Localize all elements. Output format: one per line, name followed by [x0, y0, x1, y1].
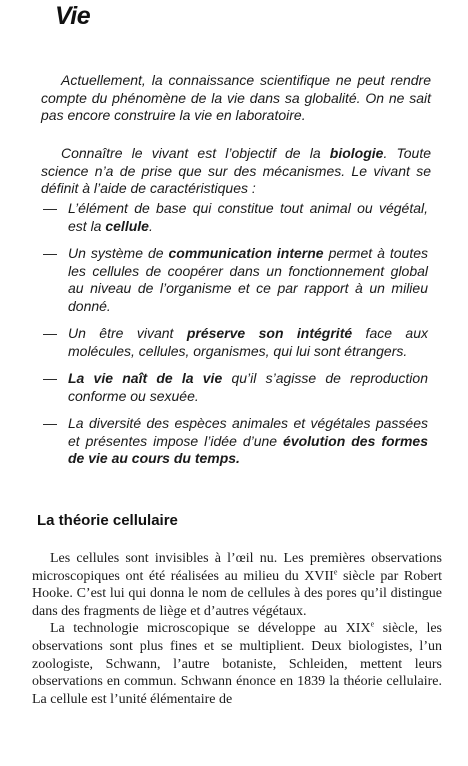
- characteristics-list: [0, 200, 468, 478]
- dash-bullet: —: [43, 325, 57, 341]
- intro-text-2: [41, 145, 431, 198]
- body-paragraph-2: [32, 620, 442, 708]
- dash-bullet: —: [43, 245, 57, 261]
- list-item: [0, 245, 428, 315]
- item-text: .: [148, 217, 153, 234]
- item-text: qu’il s’agisse de reproduction conforme ou sexuée.: [68, 370, 428, 404]
- intro-text-1: Actuellement, la connaissance scientifique ne peut rendre compte du phénomène de la vie dans sa globalité. On ne sait pas encore construire la vie en laboratoire.: [41, 72, 431, 123]
- body-text: siècle, les observations sont plus fines et se multiplient. Deux biologistes, l’un zoologiste, Schwann, l’autre botaniste, Schleiden, mettent leurs observations en commun. Schwann énonce en 1839 la théorie cellulaire. La cellule est l’unité élémentaire de: [32, 621, 442, 707]
- list-item: [0, 415, 428, 468]
- item-keyword: La vie naît de la vie: [68, 370, 223, 386]
- biology-keyword: biologie: [329, 145, 384, 161]
- item-keyword: évolution des formes de vie au cours du temps.: [68, 432, 428, 466]
- dash-bullet: —: [43, 415, 57, 431]
- item-text: permet à toutes les cellules de coopérer dans un fonctionnement global au niveau de l’organisme et ce par rapport à un milieu donné.: [68, 245, 429, 314]
- item-text: Un système de: [68, 245, 169, 261]
- superscript: e: [370, 619, 375, 629]
- list-item: [0, 370, 428, 405]
- body-text: siècle par Robert Hooke. C’est lui qui donna le nom de cellules à des pores qu’il distingue dans des fragments de liège et d’autres végétaux.: [32, 568, 442, 619]
- body-paragraph-1: [32, 550, 442, 620]
- page-title: Vie: [55, 2, 91, 30]
- body-text: La technologie microscopique se développe au XIX: [50, 621, 371, 637]
- intro-paragraph-2: [41, 145, 431, 198]
- superscript: e: [333, 566, 338, 576]
- dash-bullet: —: [43, 200, 57, 216]
- list-item: [0, 200, 428, 235]
- intro-text-2-post: . Toute science n’a de prise que sur des mécanismes. Le vivant se définit à l’aide de caractéristiques :: [41, 145, 431, 196]
- item-keyword: communication interne: [168, 245, 324, 261]
- intro-paragraph-1: [41, 72, 431, 125]
- list-item: [0, 325, 428, 360]
- item-keyword: préserve son intégrité: [186, 325, 353, 341]
- section-body: [32, 550, 442, 708]
- item-text: La diversité des espèces animales et végétales passées et présentes impose l’idée d’une: [68, 415, 428, 449]
- intro-text-2-pre: Connaître le vivant est l’objectif de la: [61, 145, 330, 161]
- item-text: face aux molécules, cellules, organismes, qui lui sont étrangers.: [68, 325, 428, 359]
- section-heading: La théorie cellulaire: [37, 512, 178, 529]
- dash-bullet: —: [43, 370, 57, 386]
- item-text: L’élément de base qui constitue tout animal ou végétal, est la: [68, 200, 428, 234]
- item-text: Un être vivant: [68, 325, 187, 341]
- item-keyword: cellule: [105, 217, 149, 234]
- body-text: Les cellules sont invisibles à l’œil nu. Les premières observations microscopiques ont été réalisées au milieu du XVII: [32, 551, 442, 584]
